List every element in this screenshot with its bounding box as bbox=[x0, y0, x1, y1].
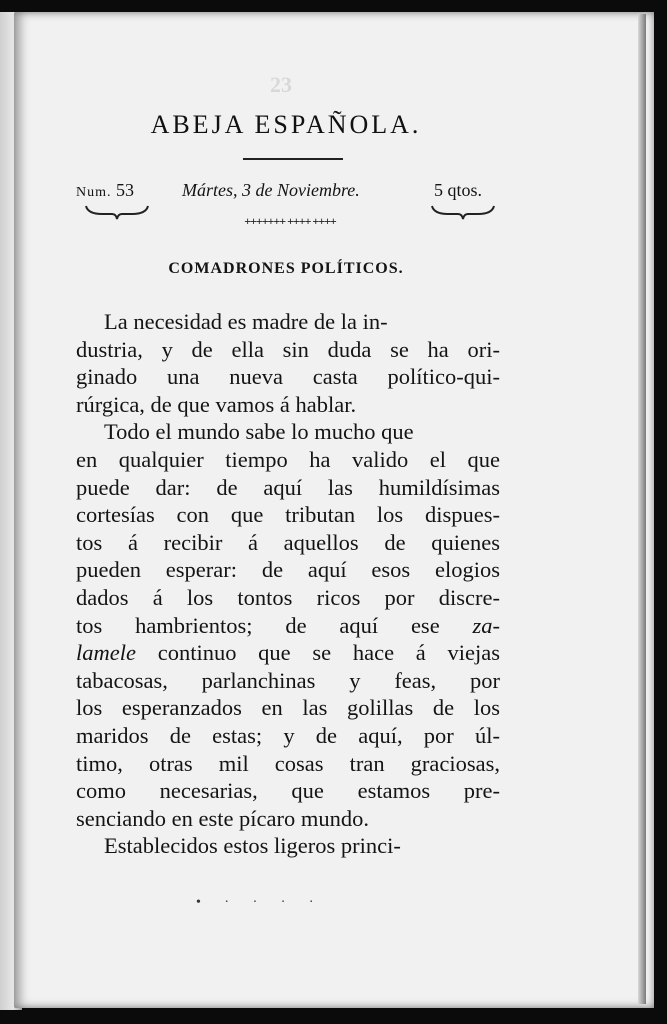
body-line bbox=[76, 584, 500, 612]
body-line bbox=[76, 612, 500, 640]
body-line-text: pueden esperar: de aquí esos elogios bbox=[76, 557, 500, 583]
body-line-text: La necesidad es madre de la in- bbox=[104, 309, 388, 334]
body-line bbox=[76, 418, 500, 446]
body-line-text: Establecidos estos ligeros princi- bbox=[104, 833, 401, 859]
body-line-text: puede dar: de aquí las humildísimas bbox=[76, 474, 500, 500]
article-body bbox=[76, 308, 500, 860]
masthead-rule bbox=[243, 158, 343, 160]
body-line-text: ginado una nueva casta político-qui- bbox=[76, 364, 500, 390]
italic-word: za- bbox=[472, 612, 500, 638]
body-line-text: como necesarias, que estamos pre- bbox=[76, 778, 500, 804]
issue-date: Mártes, 3 de Noviembre. bbox=[182, 180, 360, 200]
body-line bbox=[76, 777, 500, 805]
ornamental-divider: +++++++ ++++ ++++ bbox=[244, 214, 336, 228]
body-line bbox=[76, 750, 500, 778]
body-line-text: timo, otras mil cosas tran graciosas, bbox=[76, 750, 500, 776]
right-brace-ornament bbox=[430, 204, 496, 220]
masthead-title: ABEJA ESPAÑOLA. bbox=[150, 110, 422, 139]
body-line bbox=[76, 336, 500, 364]
body-line-text: maridos de estas; y de aquí, por úl- bbox=[76, 722, 500, 748]
body-line bbox=[76, 501, 500, 529]
body-line-text: dados á los tontos ricos por discre- bbox=[76, 584, 500, 610]
body-line bbox=[76, 694, 500, 722]
signature-mark: • · · · · bbox=[196, 895, 324, 910]
article-title: COMADRONES POLÍTICOS. bbox=[168, 260, 404, 277]
issue-number-value: 53 bbox=[116, 180, 134, 200]
body-line bbox=[76, 446, 500, 474]
body-line-text: tos hambrientos; de aquí ese bbox=[76, 612, 440, 638]
body-line-text: los esperanzados en las golillas de los bbox=[76, 695, 500, 721]
body-line bbox=[76, 391, 500, 419]
body-line-text: cortesías con que tributan los dispues- bbox=[76, 502, 500, 528]
body-line-text: rúrgica, de que vamos á hablar. bbox=[76, 391, 357, 417]
body-line-text: dustria, y de ella sin duda se ha ori- bbox=[76, 336, 500, 362]
body-line bbox=[76, 363, 500, 391]
body-line bbox=[76, 832, 500, 860]
issue-price: 5 qtos. bbox=[434, 180, 483, 200]
body-line bbox=[76, 805, 500, 833]
body-line-text: continuo que se hace á viejas bbox=[157, 640, 500, 666]
page-number: 23 bbox=[270, 72, 292, 97]
issue-number-prefix: Num. bbox=[76, 185, 112, 200]
body-line-text: Todo el mundo sabe lo mucho que bbox=[104, 419, 414, 445]
body-line-text: en qualquier tiempo ha valido el que bbox=[76, 446, 500, 472]
body-line-text: senciando en este pícaro mundo. bbox=[76, 805, 370, 831]
body-line-text: tos á recibir á aquellos de quienes bbox=[76, 529, 500, 555]
body-line bbox=[76, 556, 500, 584]
body-line-text: tabacosas, parlanchinas y feas, por bbox=[76, 667, 500, 693]
body-line bbox=[76, 667, 500, 695]
page-fore-edge bbox=[638, 14, 646, 1004]
body-line bbox=[76, 529, 500, 557]
body-line bbox=[76, 722, 500, 750]
left-brace-ornament bbox=[84, 204, 150, 220]
body-line bbox=[76, 474, 500, 502]
body-line bbox=[76, 639, 500, 667]
italic-word: lamele bbox=[76, 640, 136, 666]
issue-number bbox=[76, 180, 134, 201]
body-line bbox=[76, 308, 500, 336]
